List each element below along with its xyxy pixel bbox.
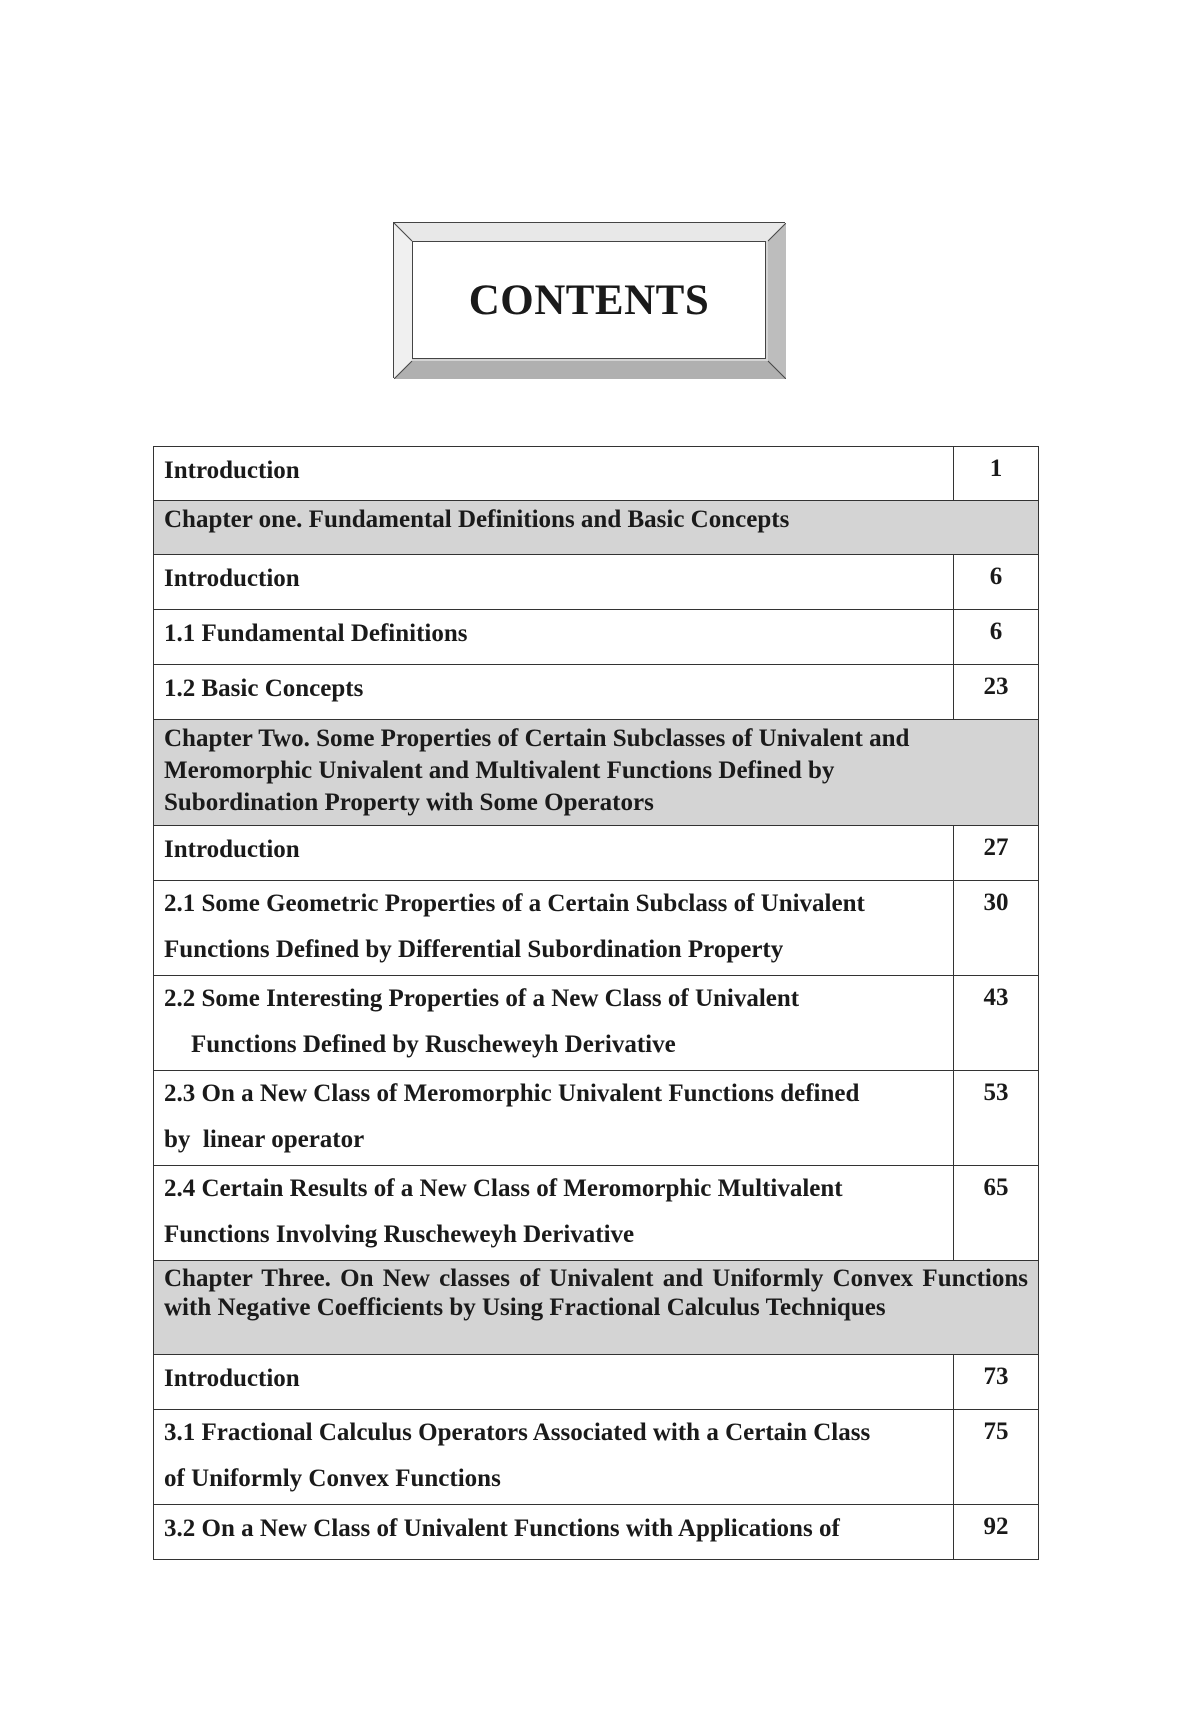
chapter-heading-row — [154, 720, 1039, 826]
toc-page-number: 75 — [954, 1410, 1039, 1505]
toc-page-number: 30 — [954, 881, 1039, 976]
toc-entry-line: 2.2 Some Interesting Properties of a New Class of Univalent — [164, 985, 800, 1012]
toc-row — [154, 976, 1039, 1071]
toc-entry: Introduction — [154, 1355, 954, 1410]
toc-row — [154, 1166, 1039, 1261]
chapter-heading-line: Chapter Two. Some Properties of Certain Subclasses of Univalent and — [164, 725, 910, 752]
toc-page-number: 6 — [954, 610, 1039, 665]
toc-entry: 3.2 On a New Class of Univalent Functions with Applications of — [154, 1505, 954, 1560]
toc-entry-line: by linear operator — [164, 1126, 365, 1153]
toc-row — [154, 665, 1039, 720]
chapter-heading: Chapter one. Fundamental Definitions and Basic Concepts — [154, 501, 1039, 555]
toc-entry — [154, 1166, 954, 1261]
toc-page-number: 53 — [954, 1071, 1039, 1166]
chapter-heading-line: Subordination Property with Some Operators — [164, 788, 654, 816]
toc-entry-line: 2.3 On a New Class of Meromorphic Univalent Functions defined — [164, 1080, 860, 1107]
toc-entry-line: Functions Involving Ruscheweyh Derivative — [164, 1221, 635, 1248]
toc-row — [154, 1071, 1039, 1166]
toc-page-number: 43 — [954, 976, 1039, 1071]
chapter-heading-line: Meromorphic Univalent and Multivalent Functions Defined by — [164, 756, 835, 784]
toc-entry-line: 2.1 Some Geometric Properties of a Certain Subclass of Univalent — [164, 890, 865, 917]
toc-row — [154, 555, 1039, 610]
toc-entry-line: 3.1 Fractional Calculus Operators Associated with a Certain Class — [164, 1419, 871, 1446]
toc-entry — [154, 1410, 954, 1505]
toc-page-number: 23 — [954, 665, 1039, 720]
toc-row — [154, 1505, 1039, 1560]
toc-page-number: 6 — [954, 555, 1039, 610]
toc-row — [154, 610, 1039, 665]
toc-entry-line: Functions Defined by Differential Subordination Property — [164, 936, 784, 963]
toc-page-number: 1 — [954, 447, 1039, 501]
toc-entry-line: 2.4 Certain Results of a New Class of Meromorphic Multivalent — [164, 1175, 843, 1202]
contents-table — [153, 446, 1039, 1560]
toc-entry — [154, 881, 954, 976]
chapter-heading — [154, 720, 1039, 826]
toc-entry: 1.2 Basic Concepts — [154, 665, 954, 720]
title-frame — [393, 222, 785, 378]
toc-page-number: 73 — [954, 1355, 1039, 1410]
toc-row — [154, 826, 1039, 881]
toc-entry: Introduction — [154, 447, 954, 501]
toc-entry: 1.1 Fundamental Definitions — [154, 610, 954, 665]
toc-row — [154, 881, 1039, 976]
toc-entry-line: Functions Defined by Ruscheweyh Derivative — [191, 1031, 676, 1058]
chapter-heading-row — [154, 501, 1039, 555]
toc-entry: Introduction — [154, 826, 954, 881]
page-title: CONTENTS — [468, 276, 710, 324]
toc-page-number: 65 — [954, 1166, 1039, 1261]
toc-page-number: 92 — [954, 1505, 1039, 1560]
toc-entry-line: of Uniformly Convex Functions — [164, 1465, 501, 1492]
toc-page-number: 27 — [954, 826, 1039, 881]
title-box — [412, 241, 766, 359]
toc-entry — [154, 1071, 954, 1166]
toc-row — [154, 1410, 1039, 1505]
chapter-heading-row — [154, 1261, 1039, 1355]
toc-row — [154, 1355, 1039, 1410]
toc-entry: Introduction — [154, 555, 954, 610]
chapter-heading: Chapter Three. On New classes of Univalent and Uniformly Convex Functions with Negative Coefficients by Using Fractional Calculus Techniques — [154, 1261, 1039, 1355]
toc-entry — [154, 976, 954, 1071]
toc-row — [154, 447, 1039, 501]
